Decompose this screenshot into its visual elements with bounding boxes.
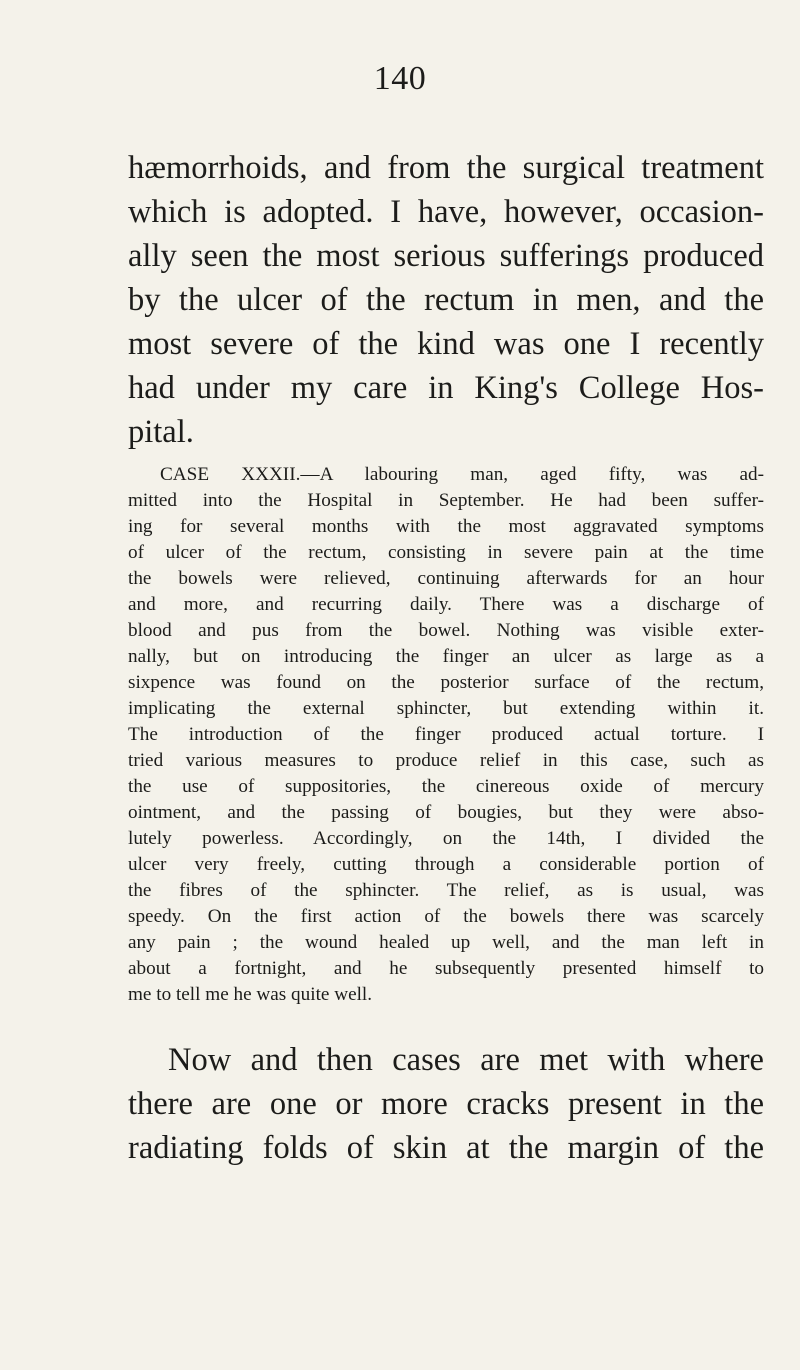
- text-line: the bowels were relieved, continuing afterwards for an hour: [128, 568, 764, 589]
- text-line: sixpence was found on the posterior surface of the rectum,: [128, 672, 764, 693]
- text-line: ulcer very freely, cutting through a considerable portion of: [128, 854, 764, 875]
- text-line: hæmorrhoids, and from the surgical treatment: [128, 150, 764, 186]
- text-line: CASE XXXII.—A labouring man, aged fifty, was ad-: [160, 464, 764, 485]
- text-line: speedy. On the first action of the bowels there was scarcely: [128, 906, 764, 927]
- text-line: tried various measures to produce relief in this case, such as: [128, 750, 764, 771]
- text-line: mitted into the Hospital in September. He had been suffer-: [128, 490, 764, 511]
- text-line: and more, and recurring daily. There was a discharge of: [128, 594, 764, 615]
- text-line: The introduction of the finger produced actual torture. I: [128, 724, 764, 745]
- text-line: the use of suppositories, the cinereous oxide of mercury: [128, 776, 764, 797]
- text-line: most severe of the kind was one I recently: [128, 326, 764, 362]
- text-line: of ulcer of the rectum, consisting in severe pain at the time: [128, 542, 764, 563]
- text-line: Now and then cases are met with where: [168, 1042, 764, 1078]
- text-line: me to tell me he was quite well.: [128, 984, 373, 1005]
- text-line: pital.: [128, 414, 194, 450]
- text-line: lutely powerless. Accordingly, on the 14th, I divided the: [128, 828, 764, 849]
- text-line: ointment, and the passing of bougies, but they were abso-: [128, 802, 764, 823]
- text-line: implicating the external sphincter, but extending within it.: [128, 698, 764, 719]
- text-line: radiating folds of skin at the margin of the: [128, 1130, 764, 1166]
- text-line: the fibres of the sphincter. The relief, as is usual, was: [128, 880, 764, 901]
- text-line: which is adopted. I have, however, occasion-: [128, 194, 764, 230]
- text-line: nally, but on introducing the finger an ulcer as large as a: [128, 646, 764, 667]
- text-line: there are one or more cracks present in the: [128, 1086, 764, 1122]
- page-number: 140: [373, 60, 427, 97]
- text-line: ally seen the most serious sufferings produced: [128, 238, 764, 274]
- text-line: any pain ; the wound healed up well, and the man left in: [128, 932, 764, 953]
- text-line: had under my care in King's College Hos-: [128, 370, 764, 406]
- text-line: by the ulcer of the rectum in men, and the: [128, 282, 764, 318]
- text-line: blood and pus from the bowel. Nothing was visible exter-: [128, 620, 764, 641]
- text-line: ing for several months with the most aggravated symptoms: [128, 516, 764, 537]
- text-line: about a fortnight, and he subsequently presented himself to: [128, 958, 764, 979]
